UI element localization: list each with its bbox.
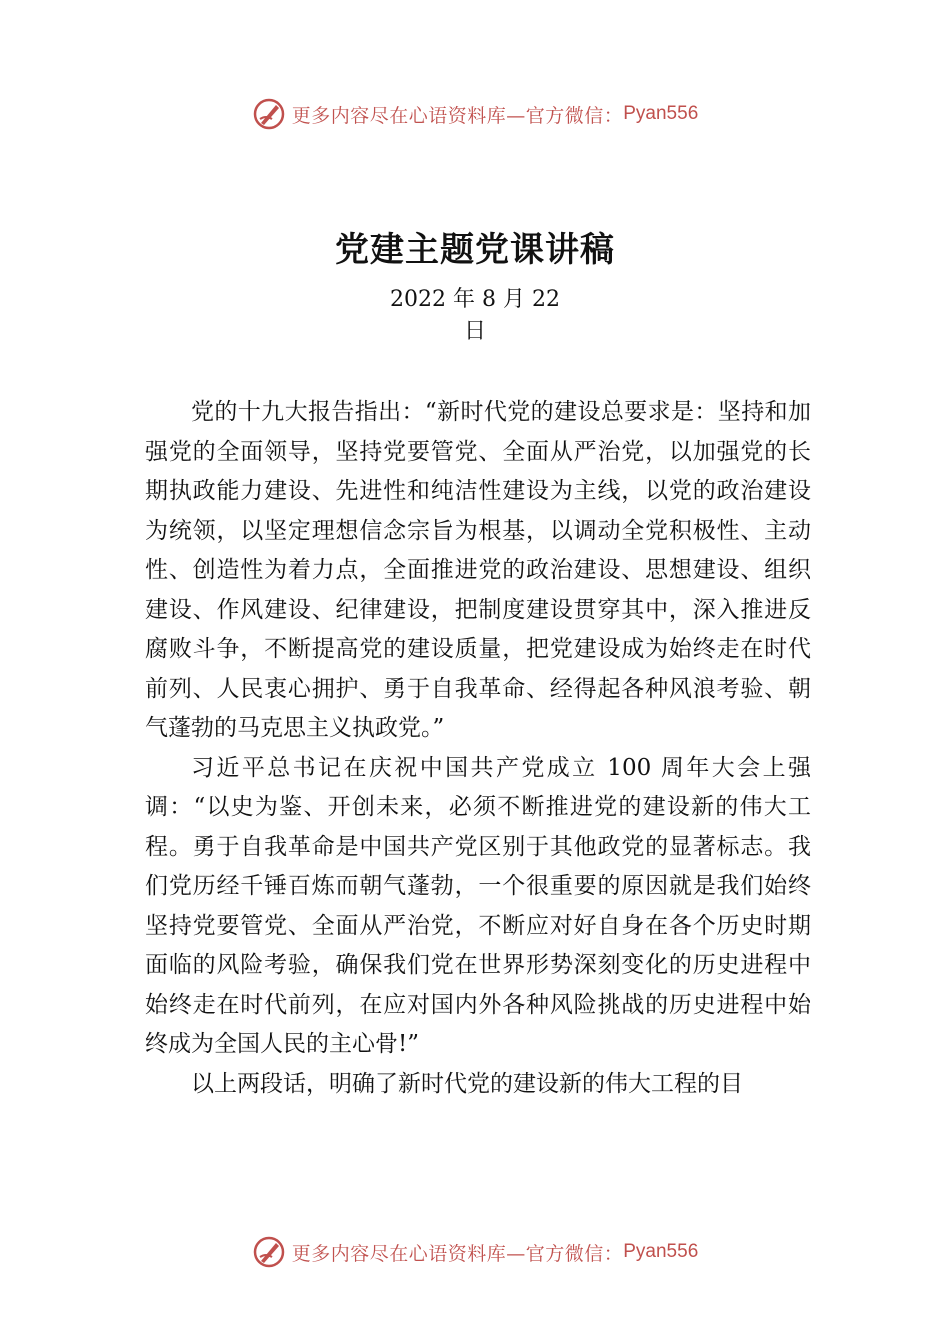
paragraph: 以上两段话，明确了新时代党的建设新的伟大工程的目 xyxy=(191,1070,743,1097)
date-line-2: 日 xyxy=(463,319,486,344)
footer-banner xyxy=(0,1232,950,1272)
header-banner-id: Pyan556 xyxy=(623,103,699,124)
document-body xyxy=(145,393,811,1104)
quill-logo-icon xyxy=(252,1235,286,1269)
header-banner xyxy=(0,94,950,134)
paragraph: 习近平总书记在庆祝中国共产党成立 100 周年大会上强调：“以史为鉴、开创未来，必须不断推进党的建设新的伟大工程。勇于自我革命是中国共产党区别于其他政党的显著标志。我们党历经千锤百炼而朝气蓬勃，一个很重要的原因就是我们始终坚持党要管党、全面从严治党，不断应对好自身在各个历史时期面临的风险考验，确保我们党在世界形势深刻变化的历史进程中始终走在时代前列，在应对国内外各种风险挑战的历史进程中始终成为全国人民的主心骨!” xyxy=(145,754,811,1057)
document-date xyxy=(0,284,950,348)
quill-logo-icon xyxy=(252,97,286,131)
header-banner-text: 更多内容尽在心语资料库—官方微信： xyxy=(291,104,624,127)
page-title: 党建主题党课讲稿 xyxy=(335,230,615,270)
date-line-1: 2022 年 8 月 22 xyxy=(390,287,560,312)
paragraph: 党的十九大报告指出：“新时代党的建设总要求是：坚持和加强党的全面领导，坚持党要管党、全面从严治党，以加强党的长期执政能力建设、先进性和纯洁性建设为主线，以党的政治建设为统领，以坚定理想信念宗旨为根基，以调动全党积极性、主动性、创造性为着力点，全面推进党的政治建设、思想建设、组织建设、作风建设、纪律建设，把制度建设贯穿其中，深入推进反腐败斗争，不断提高党的建设质量，把党建设成为始终走在时代前列、人民衷心拥护、勇于自我革命、经得起各种风浪考验、朝气蓬勃的马克思主义执政党。” xyxy=(145,399,811,741)
footer-banner-text: 更多内容尽在心语资料库—官方微信： xyxy=(291,1242,624,1265)
footer-banner-id: Pyan556 xyxy=(623,1241,699,1262)
